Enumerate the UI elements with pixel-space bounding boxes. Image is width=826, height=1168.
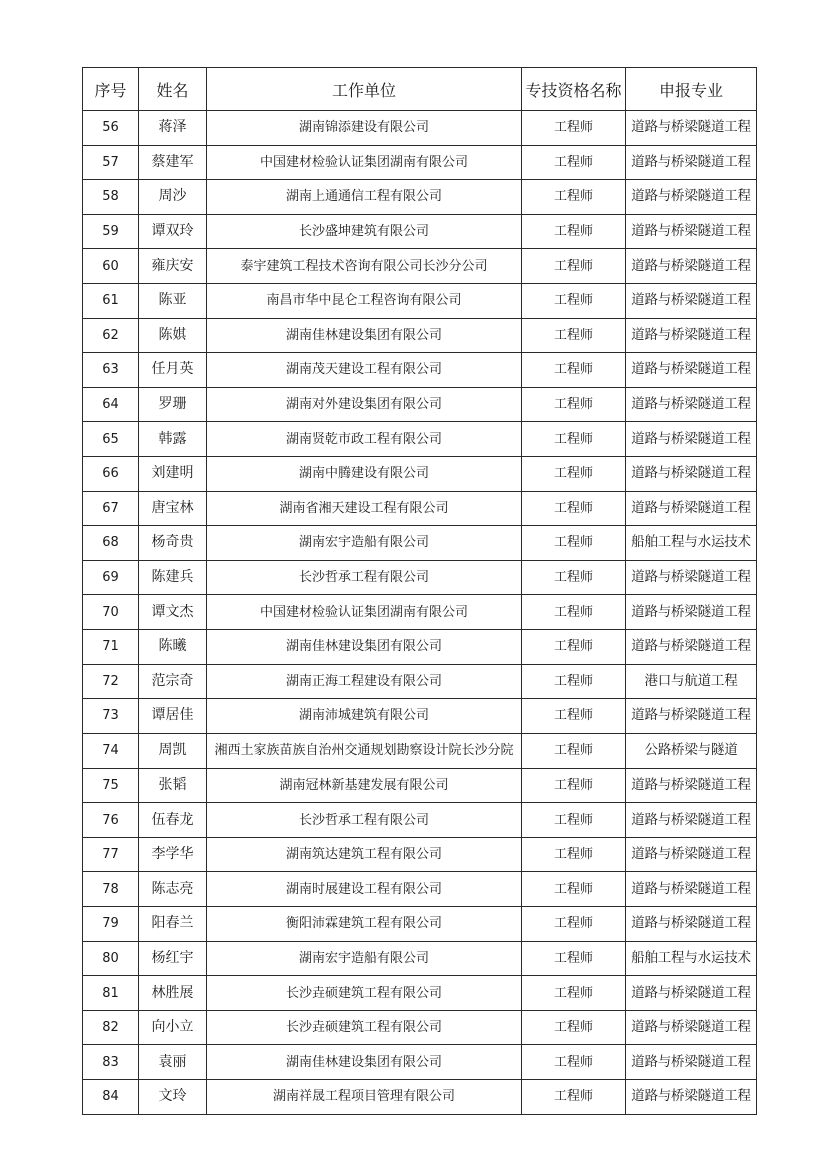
table-row xyxy=(83,560,757,595)
cell-name: 陈志亮 xyxy=(139,872,207,907)
cell-specialty: 道路与桥梁隧道工程 xyxy=(626,595,757,630)
header-qualification: 专技资格名称 xyxy=(522,68,626,111)
cell-name: 张韬 xyxy=(139,768,207,803)
cell-work-unit: 湖南贤乾市政工程有限公司 xyxy=(207,422,522,457)
cell-work-unit: 湖南佳林建设集团有限公司 xyxy=(207,318,522,353)
cell-specialty: 道路与桥梁隧道工程 xyxy=(626,180,757,215)
cell-serial-number: 82 xyxy=(83,1010,139,1045)
cell-name: 韩露 xyxy=(139,422,207,457)
cell-qualification: 工程师 xyxy=(522,145,626,180)
cell-serial-number: 72 xyxy=(83,664,139,699)
table-row xyxy=(83,387,757,422)
cell-specialty: 港口与航道工程 xyxy=(626,664,757,699)
table-row xyxy=(83,1010,757,1045)
cell-qualification: 工程师 xyxy=(522,249,626,284)
cell-name: 李学华 xyxy=(139,837,207,872)
cell-name: 罗珊 xyxy=(139,387,207,422)
cell-qualification: 工程师 xyxy=(522,768,626,803)
cell-work-unit: 湖南祥晟工程项目管理有限公司 xyxy=(207,1080,522,1115)
cell-serial-number: 62 xyxy=(83,318,139,353)
cell-qualification: 工程师 xyxy=(522,699,626,734)
cell-work-unit: 长沙垚硕建筑工程有限公司 xyxy=(207,976,522,1011)
cell-work-unit: 湖南时展建设工程有限公司 xyxy=(207,872,522,907)
table-row xyxy=(83,976,757,1011)
cell-specialty: 道路与桥梁隧道工程 xyxy=(626,422,757,457)
cell-name: 范宗奇 xyxy=(139,664,207,699)
cell-work-unit: 湖南锦添建设有限公司 xyxy=(207,111,522,146)
cell-specialty: 道路与桥梁隧道工程 xyxy=(626,1010,757,1045)
table-row xyxy=(83,249,757,284)
cell-specialty: 道路与桥梁隧道工程 xyxy=(626,907,757,942)
cell-serial-number: 59 xyxy=(83,214,139,249)
table-row xyxy=(83,1080,757,1115)
cell-name: 向小立 xyxy=(139,1010,207,1045)
cell-qualification: 工程师 xyxy=(522,1010,626,1045)
cell-specialty: 公路桥梁与隧道 xyxy=(626,733,757,768)
cell-specialty: 道路与桥梁隧道工程 xyxy=(626,456,757,491)
table-row xyxy=(83,768,757,803)
cell-serial-number: 66 xyxy=(83,456,139,491)
cell-name: 陈建兵 xyxy=(139,560,207,595)
header-work-unit: 工作单位 xyxy=(207,68,522,111)
cell-name: 谭文杰 xyxy=(139,595,207,630)
cell-qualification: 工程师 xyxy=(522,560,626,595)
cell-name: 谭居佳 xyxy=(139,699,207,734)
cell-name: 雍庆安 xyxy=(139,249,207,284)
cell-qualification: 工程师 xyxy=(522,976,626,1011)
cell-name: 杨红宇 xyxy=(139,941,207,976)
table-row xyxy=(83,837,757,872)
cell-name: 谭双玲 xyxy=(139,214,207,249)
cell-name: 蔡建军 xyxy=(139,145,207,180)
cell-serial-number: 71 xyxy=(83,629,139,664)
cell-name: 林胜展 xyxy=(139,976,207,1011)
table-row xyxy=(83,214,757,249)
cell-qualification: 工程师 xyxy=(522,1045,626,1080)
cell-specialty: 道路与桥梁隧道工程 xyxy=(626,214,757,249)
table-row xyxy=(83,180,757,215)
cell-serial-number: 70 xyxy=(83,595,139,630)
cell-work-unit: 长沙垚硕建筑工程有限公司 xyxy=(207,1010,522,1045)
cell-serial-number: 77 xyxy=(83,837,139,872)
cell-specialty: 船舶工程与水运技术 xyxy=(626,526,757,561)
cell-work-unit: 湖南沛城建筑有限公司 xyxy=(207,699,522,734)
table-row xyxy=(83,491,757,526)
cell-name: 伍春龙 xyxy=(139,803,207,838)
cell-specialty: 道路与桥梁隧道工程 xyxy=(626,145,757,180)
cell-qualification: 工程师 xyxy=(522,456,626,491)
cell-qualification: 工程师 xyxy=(522,837,626,872)
header-name: 姓名 xyxy=(139,68,207,111)
cell-specialty: 道路与桥梁隧道工程 xyxy=(626,560,757,595)
table-header-row xyxy=(83,68,757,111)
cell-specialty: 道路与桥梁隧道工程 xyxy=(626,491,757,526)
cell-name: 阳春兰 xyxy=(139,907,207,942)
table-row xyxy=(83,907,757,942)
cell-qualification: 工程师 xyxy=(522,872,626,907)
cell-qualification: 工程师 xyxy=(522,491,626,526)
cell-name: 文玲 xyxy=(139,1080,207,1115)
cell-qualification: 工程师 xyxy=(522,733,626,768)
cell-name: 陈亚 xyxy=(139,283,207,318)
applicant-table xyxy=(82,67,757,1115)
header-serial-number: 序号 xyxy=(83,68,139,111)
cell-name: 陈曦 xyxy=(139,629,207,664)
table-row xyxy=(83,941,757,976)
table-row xyxy=(83,699,757,734)
cell-name: 袁丽 xyxy=(139,1045,207,1080)
cell-work-unit: 湖南佳林建设集团有限公司 xyxy=(207,629,522,664)
cell-qualification: 工程师 xyxy=(522,318,626,353)
cell-serial-number: 60 xyxy=(83,249,139,284)
cell-specialty: 道路与桥梁隧道工程 xyxy=(626,1045,757,1080)
cell-work-unit: 湘西土家族苗族自治州交通规划勘察设计院长沙分院 xyxy=(207,733,522,768)
cell-name: 任月英 xyxy=(139,353,207,388)
cell-specialty: 道路与桥梁隧道工程 xyxy=(626,387,757,422)
cell-serial-number: 83 xyxy=(83,1045,139,1080)
cell-serial-number: 78 xyxy=(83,872,139,907)
table-row xyxy=(83,283,757,318)
cell-work-unit: 湖南宏宇造船有限公司 xyxy=(207,526,522,561)
cell-qualification: 工程师 xyxy=(522,907,626,942)
table-row xyxy=(83,803,757,838)
cell-specialty: 道路与桥梁隧道工程 xyxy=(626,872,757,907)
cell-work-unit: 中国建材检验认证集团湖南有限公司 xyxy=(207,595,522,630)
cell-qualification: 工程师 xyxy=(522,629,626,664)
cell-work-unit: 长沙盛坤建筑有限公司 xyxy=(207,214,522,249)
cell-qualification: 工程师 xyxy=(522,941,626,976)
cell-work-unit: 湖南冠林新基建发展有限公司 xyxy=(207,768,522,803)
cell-name: 蒋泽 xyxy=(139,111,207,146)
cell-serial-number: 61 xyxy=(83,283,139,318)
cell-work-unit: 长沙哲承工程有限公司 xyxy=(207,803,522,838)
table-row xyxy=(83,629,757,664)
cell-qualification: 工程师 xyxy=(522,111,626,146)
cell-name: 唐宝林 xyxy=(139,491,207,526)
cell-work-unit: 湖南宏宇造船有限公司 xyxy=(207,941,522,976)
cell-work-unit: 湖南中腾建设有限公司 xyxy=(207,456,522,491)
cell-specialty: 道路与桥梁隧道工程 xyxy=(626,283,757,318)
cell-serial-number: 63 xyxy=(83,353,139,388)
cell-serial-number: 73 xyxy=(83,699,139,734)
cell-work-unit: 湖南省湘天建设工程有限公司 xyxy=(207,491,522,526)
table-row xyxy=(83,872,757,907)
cell-specialty: 道路与桥梁隧道工程 xyxy=(626,699,757,734)
cell-serial-number: 76 xyxy=(83,803,139,838)
cell-serial-number: 84 xyxy=(83,1080,139,1115)
cell-name: 周凯 xyxy=(139,733,207,768)
cell-specialty: 道路与桥梁隧道工程 xyxy=(626,249,757,284)
cell-serial-number: 79 xyxy=(83,907,139,942)
cell-qualification: 工程师 xyxy=(522,283,626,318)
table-row xyxy=(83,733,757,768)
cell-work-unit: 湖南茂天建设工程有限公司 xyxy=(207,353,522,388)
cell-specialty: 道路与桥梁隧道工程 xyxy=(626,353,757,388)
cell-work-unit: 湖南上通通信工程有限公司 xyxy=(207,180,522,215)
header-specialty: 申报专业 xyxy=(626,68,757,111)
cell-qualification: 工程师 xyxy=(522,387,626,422)
cell-name: 刘建明 xyxy=(139,456,207,491)
table-row xyxy=(83,456,757,491)
cell-qualification: 工程师 xyxy=(522,526,626,561)
cell-work-unit: 中国建材检验认证集团湖南有限公司 xyxy=(207,145,522,180)
cell-serial-number: 67 xyxy=(83,491,139,526)
cell-serial-number: 69 xyxy=(83,560,139,595)
cell-serial-number: 80 xyxy=(83,941,139,976)
cell-serial-number: 57 xyxy=(83,145,139,180)
cell-name: 周沙 xyxy=(139,180,207,215)
table-body xyxy=(83,111,757,1115)
cell-serial-number: 75 xyxy=(83,768,139,803)
table-row xyxy=(83,526,757,561)
cell-qualification: 工程师 xyxy=(522,214,626,249)
cell-serial-number: 58 xyxy=(83,180,139,215)
cell-serial-number: 64 xyxy=(83,387,139,422)
cell-specialty: 道路与桥梁隧道工程 xyxy=(626,1080,757,1115)
cell-qualification: 工程师 xyxy=(522,595,626,630)
cell-qualification: 工程师 xyxy=(522,1080,626,1115)
cell-specialty: 道路与桥梁隧道工程 xyxy=(626,318,757,353)
cell-work-unit: 泰宇建筑工程技术咨询有限公司长沙分公司 xyxy=(207,249,522,284)
table-row xyxy=(83,353,757,388)
cell-serial-number: 68 xyxy=(83,526,139,561)
cell-qualification: 工程师 xyxy=(522,422,626,457)
cell-work-unit: 湖南正海工程建设有限公司 xyxy=(207,664,522,699)
table-row xyxy=(83,664,757,699)
cell-work-unit: 衡阳沛霖建筑工程有限公司 xyxy=(207,907,522,942)
table-row xyxy=(83,422,757,457)
cell-specialty: 道路与桥梁隧道工程 xyxy=(626,768,757,803)
cell-work-unit: 湖南佳林建设集团有限公司 xyxy=(207,1045,522,1080)
cell-qualification: 工程师 xyxy=(522,353,626,388)
applicant-table-container xyxy=(82,67,756,1115)
cell-work-unit: 南昌市华中昆仑工程咨询有限公司 xyxy=(207,283,522,318)
cell-specialty: 道路与桥梁隧道工程 xyxy=(626,111,757,146)
cell-work-unit: 湖南筑达建筑工程有限公司 xyxy=(207,837,522,872)
cell-specialty: 道路与桥梁隧道工程 xyxy=(626,837,757,872)
cell-serial-number: 56 xyxy=(83,111,139,146)
cell-qualification: 工程师 xyxy=(522,803,626,838)
table-row xyxy=(83,1045,757,1080)
cell-specialty: 道路与桥梁隧道工程 xyxy=(626,803,757,838)
cell-name: 杨奇贵 xyxy=(139,526,207,561)
cell-serial-number: 81 xyxy=(83,976,139,1011)
cell-work-unit: 湖南对外建设集团有限公司 xyxy=(207,387,522,422)
cell-name: 陈娸 xyxy=(139,318,207,353)
cell-specialty: 道路与桥梁隧道工程 xyxy=(626,629,757,664)
cell-work-unit: 长沙哲承工程有限公司 xyxy=(207,560,522,595)
cell-qualification: 工程师 xyxy=(522,664,626,699)
cell-serial-number: 74 xyxy=(83,733,139,768)
cell-specialty: 船舶工程与水运技术 xyxy=(626,941,757,976)
cell-specialty: 道路与桥梁隧道工程 xyxy=(626,976,757,1011)
cell-qualification: 工程师 xyxy=(522,180,626,215)
table-row xyxy=(83,318,757,353)
table-row xyxy=(83,595,757,630)
table-row xyxy=(83,145,757,180)
table-row xyxy=(83,111,757,146)
cell-serial-number: 65 xyxy=(83,422,139,457)
